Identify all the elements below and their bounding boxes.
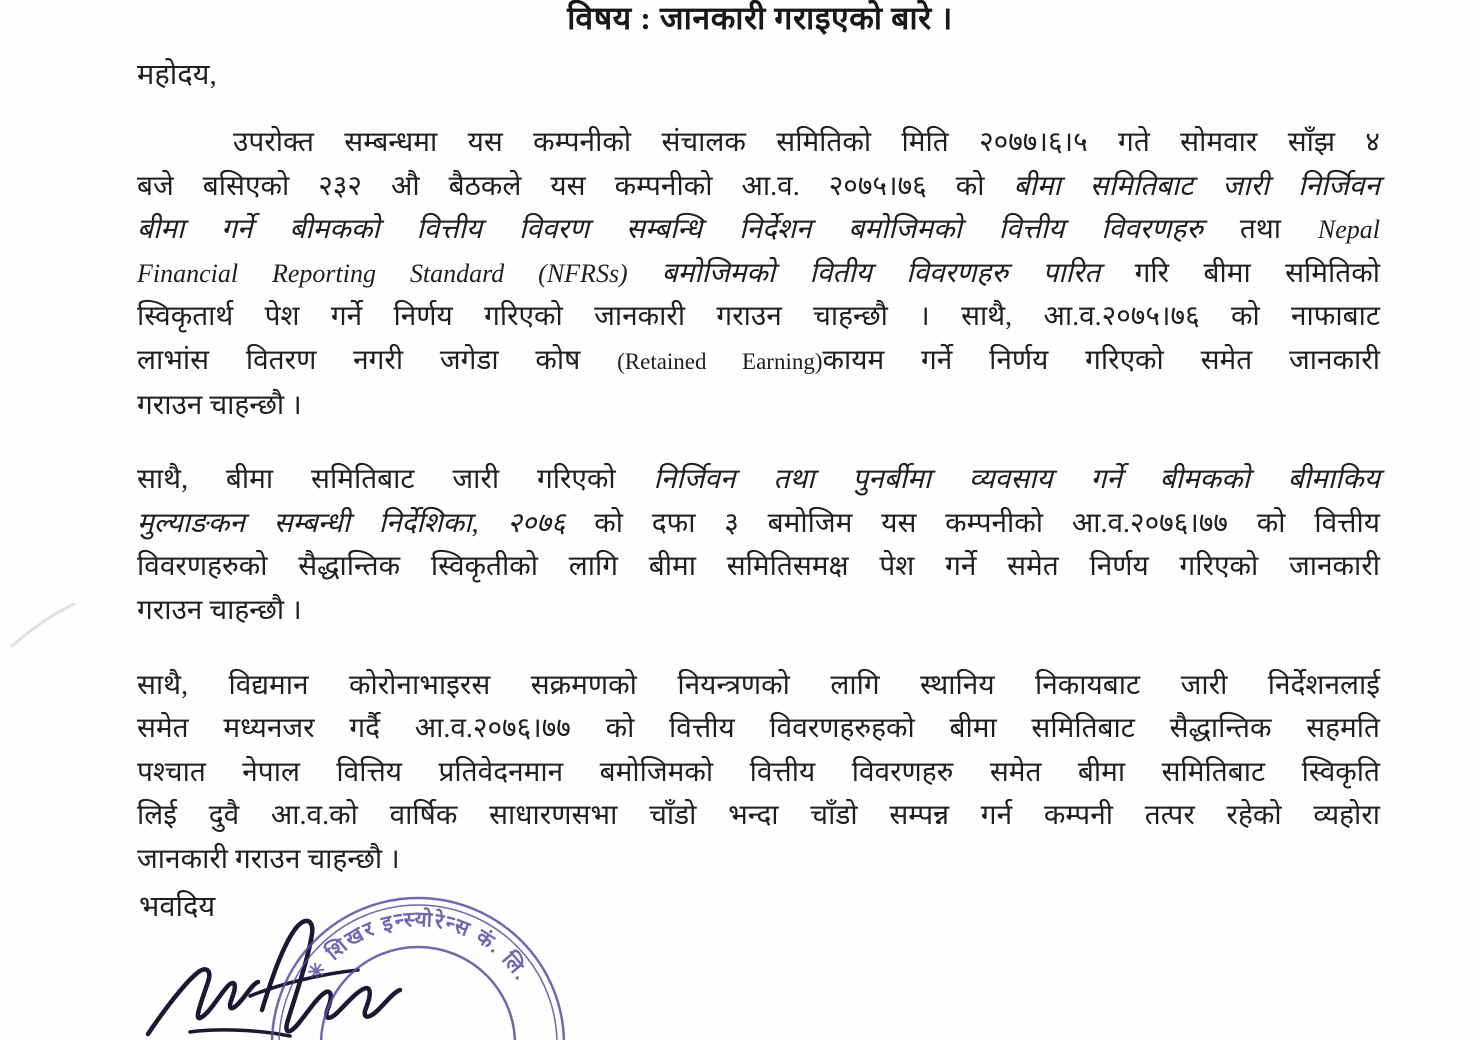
text-segment: Nepal <box>1317 215 1380 245</box>
paragraph <box>137 121 1380 427</box>
text-line <box>137 664 1380 708</box>
paragraph <box>137 664 1380 882</box>
text-line <box>137 121 1380 165</box>
text-segment: गराउन चाहन्छौ । <box>137 594 302 626</box>
text-segment: बीमा गर्ने बीमकको वित्तीय विवरण सम्बन्धि निर्देशन बमोजिमको वित्तीय विवरणहरु <box>137 214 1240 246</box>
text-segment: बजे बसिएको २३२ औ बैठकले यस कम्पनीको आ.व. २०७५।७६ को <box>137 170 1014 202</box>
text-line <box>137 838 1380 882</box>
text-segment: साथै, विद्यमान कोरोनाभाइरस सक्रमणको नियन्त्रणको लागि स्थानिय निकायबाट जारी निर्देशनलाई <box>137 669 1380 701</box>
text-line <box>137 589 1380 633</box>
text-line <box>137 165 1380 209</box>
text-line <box>137 252 1380 296</box>
text-segment: मुल्याङकन सम्बन्धी निर्देशिका, २०७६ <box>137 507 595 539</box>
subject-line: विषय : जानकारी गराइएको बारे । <box>567 0 953 36</box>
text-line <box>137 794 1380 838</box>
text-segment: पश्चात नेपाल वित्तिय प्रतिवेदनमान बमोजिमको वित्तीय विवरणहरु समेत बीमा समितिबाट स्विकृति <box>137 756 1380 788</box>
text-segment: गरि बीमा समितिको <box>1134 257 1380 289</box>
letter-body <box>137 121 1380 913</box>
text-segment: लिई दुवै आ.व.को वार्षिक साधारणसभा चाँडो भन्दा चाँडो सम्पन्न गर्न कम्पनी तत्पर रहेको व्यहोरा <box>137 800 1380 832</box>
text-segment: जानकारी गराउन चाहन्छौ । <box>137 843 400 875</box>
text-line <box>137 502 1380 546</box>
text-line <box>137 545 1380 589</box>
text-segment: बमोजिमको वितीय विवरणहरु पारित <box>661 257 1135 289</box>
text-segment: उपरोक्त सम्बन्धमा यस कम्पनीको संचालक समितिको मिति २०७७।६।५ गते सोमवार साँझ ४ <box>233 127 1380 158</box>
text-segment: Financial Reporting Standard (NFRSs) <box>137 258 662 288</box>
text-line <box>137 208 1380 252</box>
text-line <box>137 384 1380 428</box>
text-segment: समेत मध्यनजर गर्दै आ.व.२०७६।७७ को वित्तीय विवरणहरुहको बीमा समितिबाट सैद्धान्तिक सहमति <box>137 713 1380 745</box>
text-segment: तथा <box>1239 214 1318 246</box>
text-segment: को दफा ३ बमोजिम यस कम्पनीको आ.व.२०७६।७७ को वित्तीय <box>594 507 1380 539</box>
text-line <box>137 295 1380 339</box>
stamp-text-path: ✳ शिखर इन्स्योरेन्स कं. लि. <box>301 906 535 986</box>
scan-artifact-line <box>12 604 74 646</box>
text-segment: साथै, बीमा समितिबाट जारी गरिएको <box>137 464 654 496</box>
text-line <box>137 458 1380 502</box>
stamp-text <box>302 906 535 985</box>
text-segment: (Retained Earning) <box>617 348 823 374</box>
paragraph <box>137 458 1380 632</box>
scan-artifact <box>8 598 78 650</box>
text-segment: लाभांस वितरण नगरी जगेडा कोष <box>137 344 618 376</box>
stamp-inner-ring <box>321 947 515 1040</box>
text-segment: निर्जिवन तथा पुनर्बीमा व्यवसाय गर्ने बीमकको बीमाकिय <box>653 464 1380 496</box>
closing-valediction: भवदिय <box>139 891 216 923</box>
company-stamp <box>260 886 576 1040</box>
text-line <box>137 707 1380 751</box>
text-segment: विवरणहरुको सैद्धान्तिक स्विकृतीको लागि बीमा समितिसमक्ष पेश गर्ने समेत निर्णय गरिएको जानकारी <box>137 551 1380 583</box>
text-segment: बीमा समितिबाट जारी निर्जिवन <box>1013 170 1380 202</box>
salutation: महोदय, <box>137 59 217 91</box>
text-line <box>137 339 1380 384</box>
text-segment: गराउन चाहन्छौ । <box>137 389 302 421</box>
text-segment: कायम गर्ने निर्णय गरिएको समेत जानकारी <box>822 344 1380 376</box>
text-segment: स्विकृतार्थ पेश गर्ने निर्णय गरिएको जानकारी गराउन चाहन्छौ । साथै, आ.व.२०७५।७६ को नाफाबाट <box>137 301 1380 333</box>
text-line <box>137 751 1380 795</box>
